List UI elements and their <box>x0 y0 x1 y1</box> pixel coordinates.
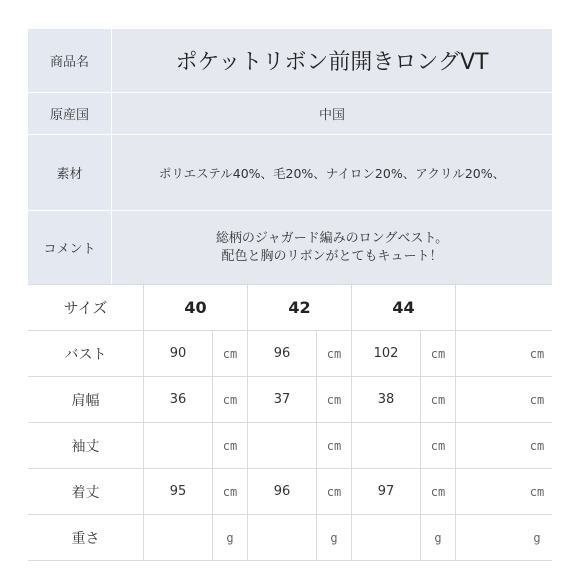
bust-42: 96 <box>248 331 317 377</box>
size-col-extra <box>456 285 553 331</box>
unit: cm <box>317 469 352 515</box>
row-label-shoulder: 肩幅 <box>28 377 144 423</box>
product-name: ポケットリボン前開きロングVT <box>112 29 553 93</box>
unit: cm <box>317 423 352 469</box>
length-42: 96 <box>248 469 317 515</box>
size-table <box>28 284 552 561</box>
sleeve-44 <box>352 423 421 469</box>
row-label-weight: 重さ <box>28 515 144 561</box>
length-44: 97 <box>352 469 421 515</box>
origin-label: 原産国 <box>28 93 112 135</box>
weight-40 <box>144 515 213 561</box>
product-name-label: 商品名 <box>28 29 112 93</box>
shoulder-42: 37 <box>248 377 317 423</box>
size-col-40: 40 <box>144 285 248 331</box>
unit: cm <box>317 331 352 377</box>
unit: cm <box>522 423 552 469</box>
unit: g <box>421 515 456 561</box>
unit: cm <box>213 331 248 377</box>
unit: cm <box>213 377 248 423</box>
unit: cm <box>213 469 248 515</box>
extra-cell <box>456 515 523 561</box>
extra-cell <box>456 331 523 377</box>
table-row <box>28 377 552 423</box>
row-label-sleeve: 袖丈 <box>28 423 144 469</box>
size-header-label: サイズ <box>28 285 144 331</box>
unit: cm <box>421 423 456 469</box>
size-col-42: 42 <box>248 285 352 331</box>
bust-40: 90 <box>144 331 213 377</box>
unit: g <box>213 515 248 561</box>
unit: cm <box>421 331 456 377</box>
comment-line-1: 総柄のジャガード編みのロングベスト。 <box>215 230 449 246</box>
sleeve-42 <box>248 423 317 469</box>
row-label-length: 着丈 <box>28 469 144 515</box>
table-row <box>28 331 552 377</box>
extra-cell <box>456 469 523 515</box>
size-col-44: 44 <box>352 285 456 331</box>
unit: g <box>522 515 552 561</box>
unit: cm <box>522 469 552 515</box>
weight-42 <box>248 515 317 561</box>
unit: cm <box>522 377 552 423</box>
table-row <box>28 469 552 515</box>
size-header-row <box>28 285 552 331</box>
unit: cm <box>522 331 552 377</box>
unit: cm <box>317 377 352 423</box>
material-label: 素材 <box>28 135 112 211</box>
sleeve-40 <box>144 423 213 469</box>
origin-row <box>28 93 552 135</box>
comment-row <box>28 211 552 285</box>
weight-44 <box>352 515 421 561</box>
unit: cm <box>213 423 248 469</box>
extra-cell <box>456 377 523 423</box>
extra-cell <box>456 423 523 469</box>
shoulder-40: 36 <box>144 377 213 423</box>
length-40: 95 <box>144 469 213 515</box>
unit: cm <box>421 469 456 515</box>
material-value: ポリエステル40%、毛20%、ナイロン20%、アクリル20%、 <box>112 135 553 211</box>
table-row <box>28 515 552 561</box>
table-row <box>28 423 552 469</box>
unit: cm <box>421 377 456 423</box>
row-label-bust: バスト <box>28 331 144 377</box>
origin-value: 中国 <box>112 93 553 135</box>
comment-label: コメント <box>28 211 112 285</box>
unit: g <box>317 515 352 561</box>
material-row <box>28 135 552 211</box>
shoulder-44: 38 <box>352 377 421 423</box>
product-name-row <box>28 29 552 93</box>
comment-value <box>112 211 553 285</box>
comment-line-2: 配色と胸のリボンがとてもキュート！ <box>221 248 443 264</box>
size-chart <box>28 28 552 552</box>
product-info-table <box>28 28 552 285</box>
bust-44: 102 <box>352 331 421 377</box>
